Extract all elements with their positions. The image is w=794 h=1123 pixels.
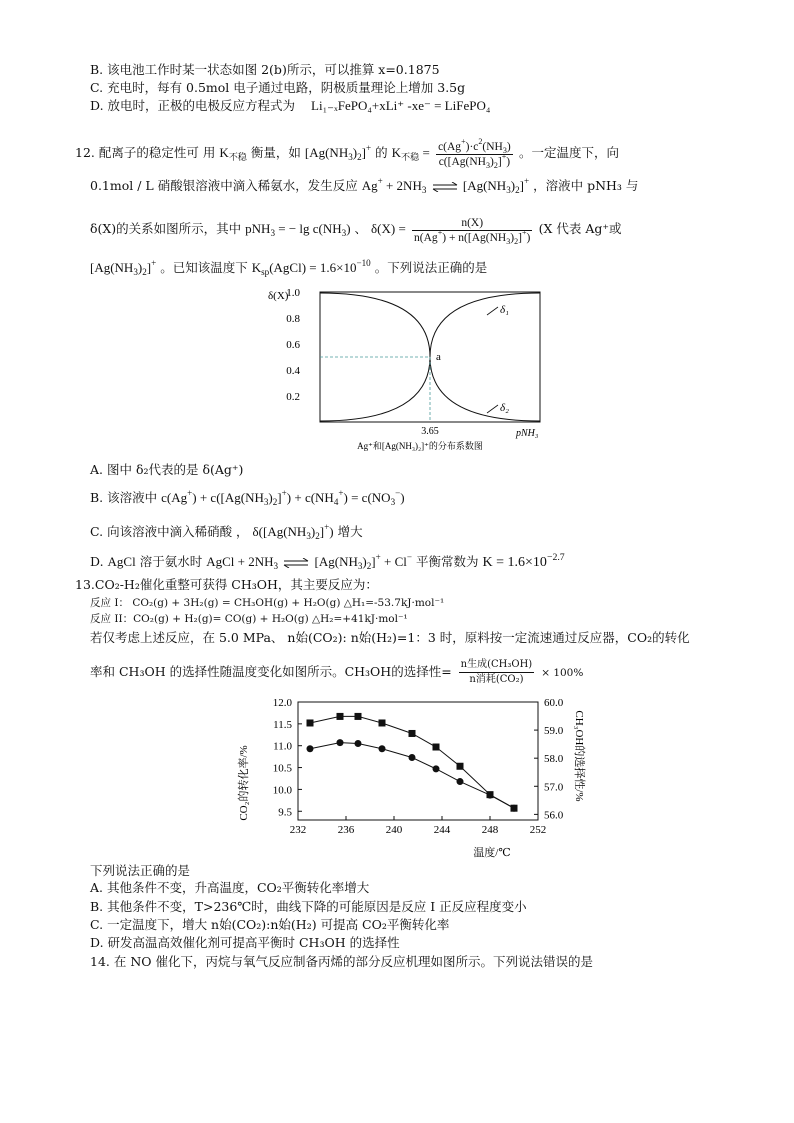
chart1-point-a: a xyxy=(436,351,441,363)
q12-line-2: 0.1mol / L 硝酸银溶液中滴入稀氨水，发生反应 $Ag^+ + 2NH_3$ $[Ag(NH_3)_2]^+$ ，溶液中 pNH₃ 与 xyxy=(90,176,639,195)
chart2-ytick-left-label: 10.0 xyxy=(272,784,292,797)
q12-line-1: 12. 配离子的稳定性可 用 $K_{不稳}$ 衡量，如 $[Ag(NH_3)_2]^+$ 的 $K_{不稳}$ = $\frac{c(Ag^+)\cdot c^2(NH_3)}{c([Ag(NH_3)_2]^+)}$ 。一定温度下，向 xyxy=(75,136,619,170)
q13-line-5: 率和 CH₃OH 的选择性随温度变化如图所示。CH₃OH的选择性= $\frac{\text{n生成(CH₃OH)}}{\text{n消耗(CO₂)}}$ × 100% xyxy=(90,659,584,685)
chart2-ytick-right-label: 60.0 xyxy=(544,697,564,709)
q12-reaction: $Ag^+ + 2NH_3$ $[Ag(NH_3)_2]^+$ xyxy=(361,176,530,195)
chart2-ytick-left-label: 10.5 xyxy=(272,762,292,775)
co2-conversion-chart xyxy=(0,690,794,860)
chart2-xlabel: 温度/℃ xyxy=(473,847,511,859)
chart1-ytick: 1.0 xyxy=(286,287,300,299)
chart1-caption: Ag⁺和[Ag(NH₃)₂]⁺的分布系数图 xyxy=(357,441,483,451)
chart2-ylabel-left: CO₂的转化率/% xyxy=(238,745,250,821)
distribution-chart xyxy=(0,283,794,453)
chart2-xtick-label: 236 xyxy=(337,824,355,836)
chart2-ytick-right-label: 57.0 xyxy=(544,781,564,794)
q12-pnh3-def: pNH$_3$ = − $\lg c(NH_3)$ xyxy=(245,221,351,238)
chart2-xtick-label: 244 xyxy=(433,824,451,836)
q12-k-formula: $K_{不稳}$ = $\frac{c(Ag^+)\cdot c^2(NH_3)}{c([Ag(NH_3)_2]^+)}$ xyxy=(391,136,511,170)
q12-option-b: B. 该溶液中 $c(Ag^+) + c([Ag(NH_3)_2]^+) + c(NH_4^+) = c(NO_3^-)$ xyxy=(90,488,405,507)
q11-option-c: C. 充电时，每有 0.5mol 电子通过电路，阴极质量理论上增加 3.5g xyxy=(90,80,466,95)
q13-line-1: 13.CO₂-H₂催化重整可获得 CH₃OH，其主要反应为： xyxy=(75,577,378,592)
chart2-xtick-label: 252 xyxy=(529,824,547,836)
chart1-ytick: 0.4 xyxy=(286,365,300,377)
q12-delta-def: δ(X) = $\frac{n(X)}{n(Ag^+) + n([Ag(NH_3)_2]^+)}$ xyxy=(371,216,531,246)
chart2-point-circle xyxy=(409,754,416,761)
chart2-ylabel-right: CH₃OH的选择性/% xyxy=(573,710,585,802)
chart2-ytick-left-label: 12.0 xyxy=(272,697,292,709)
chart2-ytick-right-label: 58.0 xyxy=(544,753,564,766)
chart2-point-square xyxy=(307,719,314,726)
chart2-xtick-label: 240 xyxy=(385,824,403,836)
chart1-xtick: 3.65 xyxy=(421,426,439,437)
q13-line-4: 若仅考虑上述反应，在 5.0 MPa、 n始(CO₂): n始(H₂)=1：3 时，原料按一定流速通过反应器，CO₂的转化 xyxy=(90,630,690,645)
chart2-point-circle xyxy=(457,778,464,785)
chart2-point-circle xyxy=(379,745,386,752)
chart2-point-circle xyxy=(355,740,362,747)
q12-option-c: C. 向该溶液中滴入稀硝酸 ， $\delta([Ag(NH_3)_2]^+)$ 增大 xyxy=(90,522,363,541)
q13-question: 下列说法正确的是 xyxy=(90,863,191,878)
q14-line-1: 14. 在 NO 催化下，丙烷与氧气反应制备丙烯的部分反应机理如图所示。下列说法错误的是 xyxy=(90,954,593,969)
chart2-point-square xyxy=(457,763,464,770)
q12-line-3: δ(X)的关系如图所示，其中 pNH$_3$ = − $\lg c(NH_3)$ 、 δ(X) = $\frac{n(X)}{n(Ag^+) + n([Ag(NH_3)_2]^+)}$ (X 代表 Ag⁺或 xyxy=(90,216,622,246)
chart1-curve2-label: δ₂ xyxy=(500,402,509,414)
q13-option-b: B. 其他条件不变，T>236℃时，曲线下降的可能原因是反应 I 正反应程度变小 xyxy=(90,899,527,914)
chart2-point-square xyxy=(337,713,344,720)
q11-option-d-equation: Li₁₋ₓFePO₄+xLi⁺ -xe⁻ = LiFePO₄ xyxy=(311,98,491,113)
chart1-curve1-label: δ₁ xyxy=(500,304,509,316)
chart2-ytick-left-label: 11.5 xyxy=(273,718,292,731)
q12-line1-a: 12. 配离子的稳定性可 用 xyxy=(75,145,216,160)
q12-line-4: $[Ag(NH_3)_2]^+$ 。已知该温度下 $K_{sp}(AgCl) = 1.6\times 10^{-10}$ 。下列说法正确的是 xyxy=(90,258,488,277)
chart2-point-square xyxy=(379,719,386,726)
chart2-xtick-label: 232 xyxy=(289,824,307,836)
q12-option-a: A. 图中 δ₂代表的是 δ(Ag⁺) xyxy=(90,462,244,477)
q11-option-d xyxy=(90,98,490,114)
q12-option-d: D. AgCl 溶于氨水时 AgCl + $2NH_3$ $[Ag(NH_3)_2]^+ + Cl^-$ 平衡常数为 $K = 1.6\times 10^{-2.7}$ xyxy=(90,552,565,571)
q13-option-c: C. 一定温度下，增大 n始(CO₂):n始(H₂) 可提高 CO₂平衡转化率 xyxy=(90,917,450,932)
chart2-point-circle xyxy=(307,745,314,752)
q13-option-d: D. 研发高温高效催化剂可提高平衡时 CH₃OH 的选择性 xyxy=(90,935,400,950)
chart2-point-circle xyxy=(337,739,344,746)
chart2-ytick-left-label: 11.0 xyxy=(273,740,292,753)
chart2-point-circle xyxy=(511,805,518,812)
q12-ksp: $K_{sp}(AgCl) = 1.6\times 10^{-10}$ xyxy=(251,258,371,277)
chart2-line-circles xyxy=(310,743,514,809)
chart1-ytick: 0.8 xyxy=(286,313,300,325)
q13-option-a: A. 其他条件不变，升高温度，CO₂平衡转化率增大 xyxy=(90,880,370,895)
chart1-ylabel: δ(X) xyxy=(268,290,289,302)
chart2-ytick-right-label: 56.0 xyxy=(544,809,564,822)
q11-option-d-prefix: D. 放电时，正极的电极反应方程式为 xyxy=(90,98,296,113)
chart2-point-square xyxy=(355,713,362,720)
chart2-frame xyxy=(298,702,538,820)
chart1-ytick: 0.6 xyxy=(286,339,300,351)
q13-reaction-2: 反应 II：CO₂(g) + H₂(g)= CO(g) + H₂O(g) △H₂=+41kJ·mol⁻¹ xyxy=(90,613,408,625)
chart2-point-circle xyxy=(487,792,494,799)
chart1-xlabel: pNH₃ xyxy=(516,428,539,439)
q13-reaction-1: 反应 I： CO₂(g) + 3H₂(g) = CH₃OH(g) + H₂O(g) △H₁=-53.7kJ·mol⁻¹ xyxy=(90,597,445,609)
q12-complex-ion: $[Ag(NH_3)_2]^+$ xyxy=(304,143,372,162)
chart2-xtick-label: 248 xyxy=(481,824,499,836)
chart2-ytick-left-label: 9.5 xyxy=(278,806,292,819)
chart2-ytick-right-label: 59.0 xyxy=(544,725,564,738)
chart1-ytick: 0.2 xyxy=(286,391,300,403)
q11-option-b: B. 该电池工作时某一状态如图 2(b)所示，可以推算 x=0.1875 xyxy=(90,62,440,77)
chart2-point-circle xyxy=(433,765,440,772)
chart2-point-square xyxy=(433,744,440,751)
chart2-point-square xyxy=(409,730,416,737)
